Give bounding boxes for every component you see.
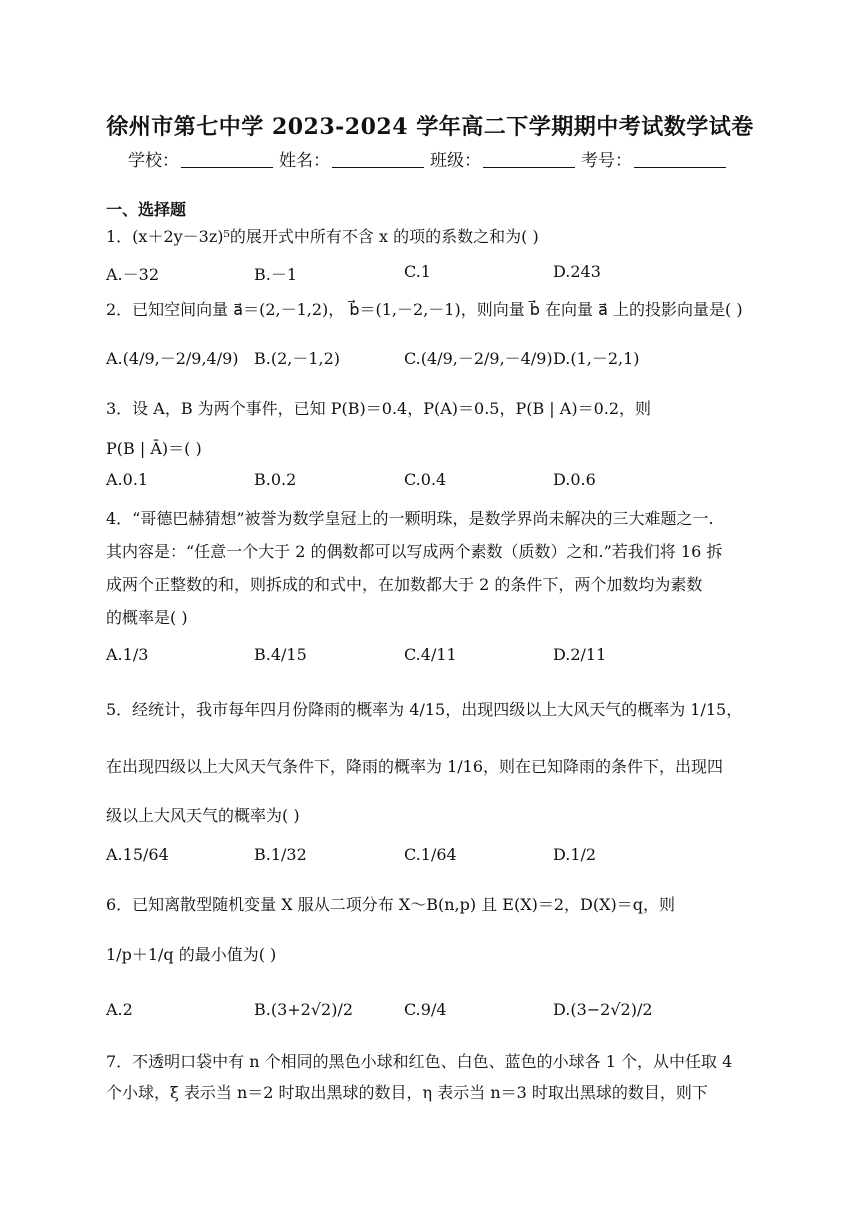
class-blank [483, 151, 575, 168]
q4-stem-line2: 其内容是：“任意一个大于 2 的偶数都可以写成两个素数（质数）之和.”若我们将 16 拆 [106, 542, 723, 561]
name-blank [332, 151, 424, 168]
q7-stem-line1: 7．不透明口袋中有 n 个相同的黑色小球和红色、白色、蓝色的小球各 1 个，从中任取 4 [106, 1052, 733, 1071]
student-info-row [0, 146, 860, 171]
q6-option-c: C.9/4 [404, 1000, 447, 1019]
q4-options [106, 645, 786, 685]
q2-option-c: C.(4/9,－2/9,－4/9) [404, 349, 553, 368]
q3-stem-line2: P(B | Ā)＝( ) [106, 439, 202, 458]
q5-option-b: B.1/32 [254, 845, 307, 864]
q5-stem-line3: 级以上大风天气的概率为( ) [106, 806, 300, 825]
q5-options [106, 845, 786, 885]
q3-option-a: A.0.1 [106, 470, 149, 489]
q1-options [106, 262, 786, 302]
q4-stem-line1: 4．“哥德巴赫猜想”被誉为数学皇冠上的一颗明珠，是数学界尚未解决的三大难题之一. [106, 509, 714, 528]
q6-option-d: D.(3−2√2)/2 [553, 1000, 653, 1019]
q5-stem-line2: 在出现四级以上大风天气条件下，降雨的概率为 1/16，则在已知降雨的条件下，出现四 [106, 757, 724, 776]
q5-stem-line1: 5．经统计，我市每年四月份降雨的概率为 4/15，出现四级以上大风天气的概率为 1/15， [106, 700, 743, 719]
q5-option-d: D.1/2 [553, 845, 597, 864]
id-blank [634, 151, 726, 168]
q4-option-d: D.2/11 [553, 645, 607, 664]
q3-option-b: B.0.2 [254, 470, 297, 489]
q4-stem-line3: 成两个正整数的和，则拆成的和式中，在加数都大于 2 的条件下，两个加数均为素数 [106, 575, 703, 594]
school-label: 学校： [128, 151, 179, 171]
q6-options [106, 1000, 786, 1040]
q4-option-a: A.1/3 [106, 645, 149, 664]
q5-option-a: A.15/64 [106, 845, 169, 864]
class-label: 班级： [430, 151, 481, 171]
q3-option-c: C.0.4 [404, 470, 447, 489]
q7-stem-line2: 个小球，ξ 表示当 n＝2 时取出黑球的数目，η 表示当 n＝3 时取出黑球的数目，则下 [106, 1083, 708, 1102]
q2-option-a: A.(4/9,－2/9,4/9) [106, 349, 239, 368]
q3-option-d: D.0.6 [553, 470, 596, 489]
q1-option-c: C.1 [404, 262, 431, 281]
q6-stem-line1: 6．已知离散型随机变量 X 服从二项分布 X～B(n,p) 且 E(X)＝2，D(X)＝q，则 [106, 895, 675, 914]
q6-stem-line2: 1/p＋1/q 的最小值为( ) [106, 945, 277, 964]
q5-option-c: C.1/64 [404, 845, 457, 864]
name-label: 姓名： [279, 151, 330, 171]
q2-option-d: D.(1,－2,1) [553, 349, 640, 368]
q2-options [106, 346, 786, 386]
q1-option-d: D.243 [553, 262, 601, 281]
section-heading: 一、选择题 [106, 200, 187, 219]
school-blank [181, 151, 273, 168]
q4-option-c: C.4/11 [404, 645, 457, 664]
q4-option-b: B.4/15 [254, 645, 307, 664]
q3-options [106, 470, 786, 510]
q6-option-b: B.(3+2√2)/2 [254, 1000, 354, 1019]
q1-option-a: A.－32 [106, 265, 160, 284]
q4-stem-line4: 的概率是( ) [106, 608, 188, 627]
q1-option-b: B.－1 [254, 265, 298, 284]
q2-stem: 2．已知空间向量 a⃗＝(2,－1,2)， b⃗＝(1,－2,－1)，则向量 b⃗ 在向量 a⃗ 上的投影向量是( ) [106, 300, 743, 319]
q6-option-a: A.2 [106, 1000, 133, 1019]
q1-stem: 1．(x＋2y－3z)⁵的展开式中所有不含 x 的项的系数之和为( ) [106, 227, 539, 246]
id-label: 考号： [581, 151, 632, 171]
q3-stem-line1: 3．设 A，B 为两个事件，已知 P(B)＝0.4，P(A)＝0.5，P(B | A)＝0.2，则 [106, 399, 652, 418]
q2-option-b: B.(2,－1,2) [254, 349, 341, 368]
exam-title: 徐州市第七中学 2023-2024 学年高二下学期期中考试数学试卷 [106, 114, 754, 140]
